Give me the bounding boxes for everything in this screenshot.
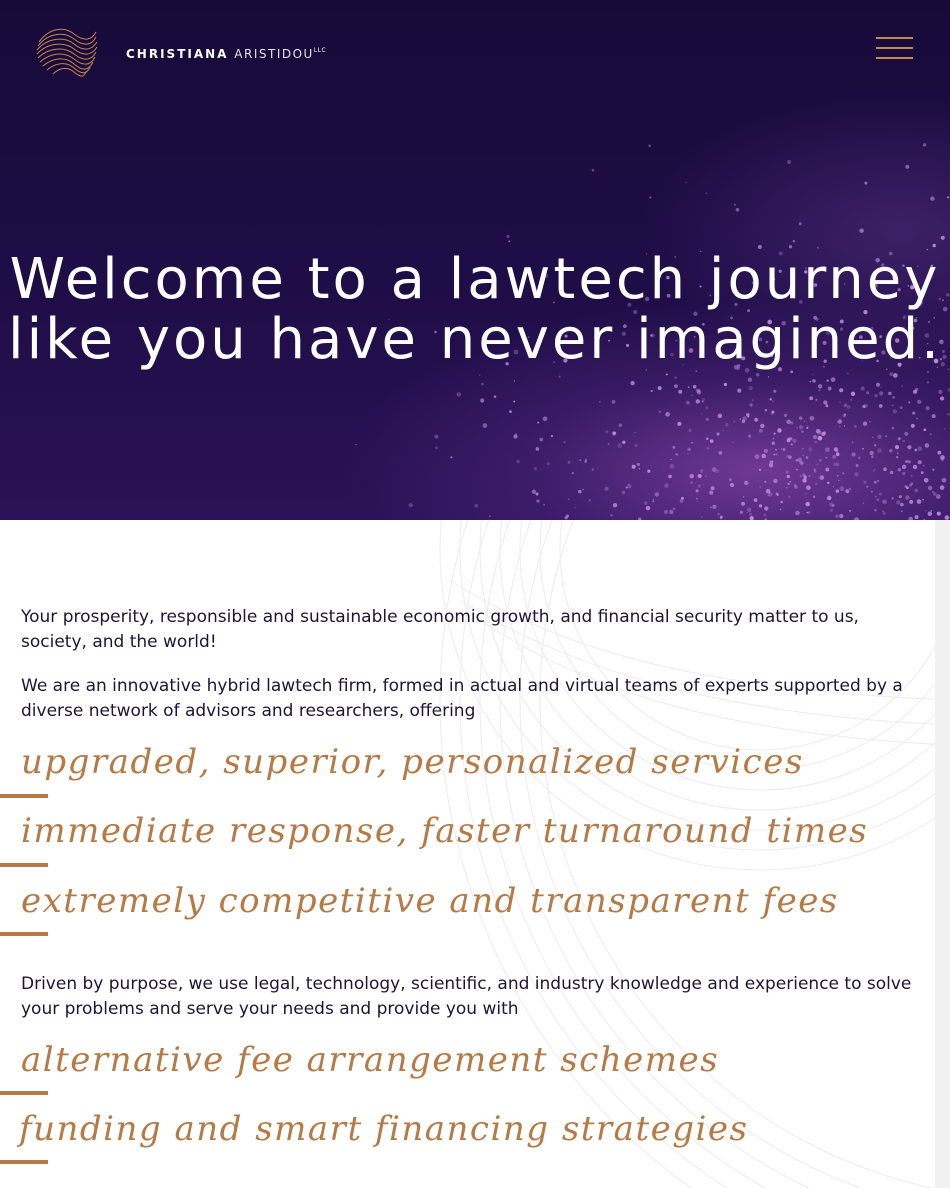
hamburger-menu-icon[interactable] (876, 37, 914, 63)
offering-3: extremely competitive and transparent fees (21, 881, 839, 921)
hero-section (0, 0, 950, 520)
hero-title-line-1: Welcome to a lawtech journey (9, 247, 941, 312)
accent-rule (0, 1160, 48, 1164)
intro-section (0, 520, 950, 1188)
accent-rule (0, 932, 48, 936)
purpose-paragraph: Driven by purpose, we use legal, technology, scientific, and industry knowledge and experience to solve your problems and serve your needs and provide you with (21, 974, 912, 1019)
brand-wordmark[interactable] (126, 47, 326, 61)
hero-title-line-2: like you have never imagined. (8, 307, 942, 372)
accent-rule (0, 794, 48, 798)
brand-name-light: ARISTIDOU (234, 47, 314, 61)
intro-paragraph-1: Your prosperity, responsible and sustainable economic growth, and financial security matter to us, society, and the world! (21, 607, 859, 652)
intro-paragraph-2: We are an innovative hybrid lawtech firm, formed in actual and virtual teams of experts supported by a diverse network of advisors and researchers, offering (21, 676, 903, 721)
offering-2: immediate response, faster turnaround times (21, 811, 869, 851)
accent-rule (0, 1091, 48, 1095)
accent-rule (0, 863, 48, 867)
brand-suffix: LLC (313, 47, 327, 54)
logo-wave-icon[interactable] (34, 20, 100, 82)
provision-1: alternative fee arrangement schemes (21, 1040, 720, 1080)
brand-name-bold: CHRISTIANA (126, 47, 229, 61)
provision-2: funding and smart financing strategies (19, 1109, 749, 1149)
scrollbar[interactable] (935, 520, 950, 1188)
offering-1: upgraded, superior, personalized services (21, 742, 804, 782)
hero-title (0, 247, 950, 372)
